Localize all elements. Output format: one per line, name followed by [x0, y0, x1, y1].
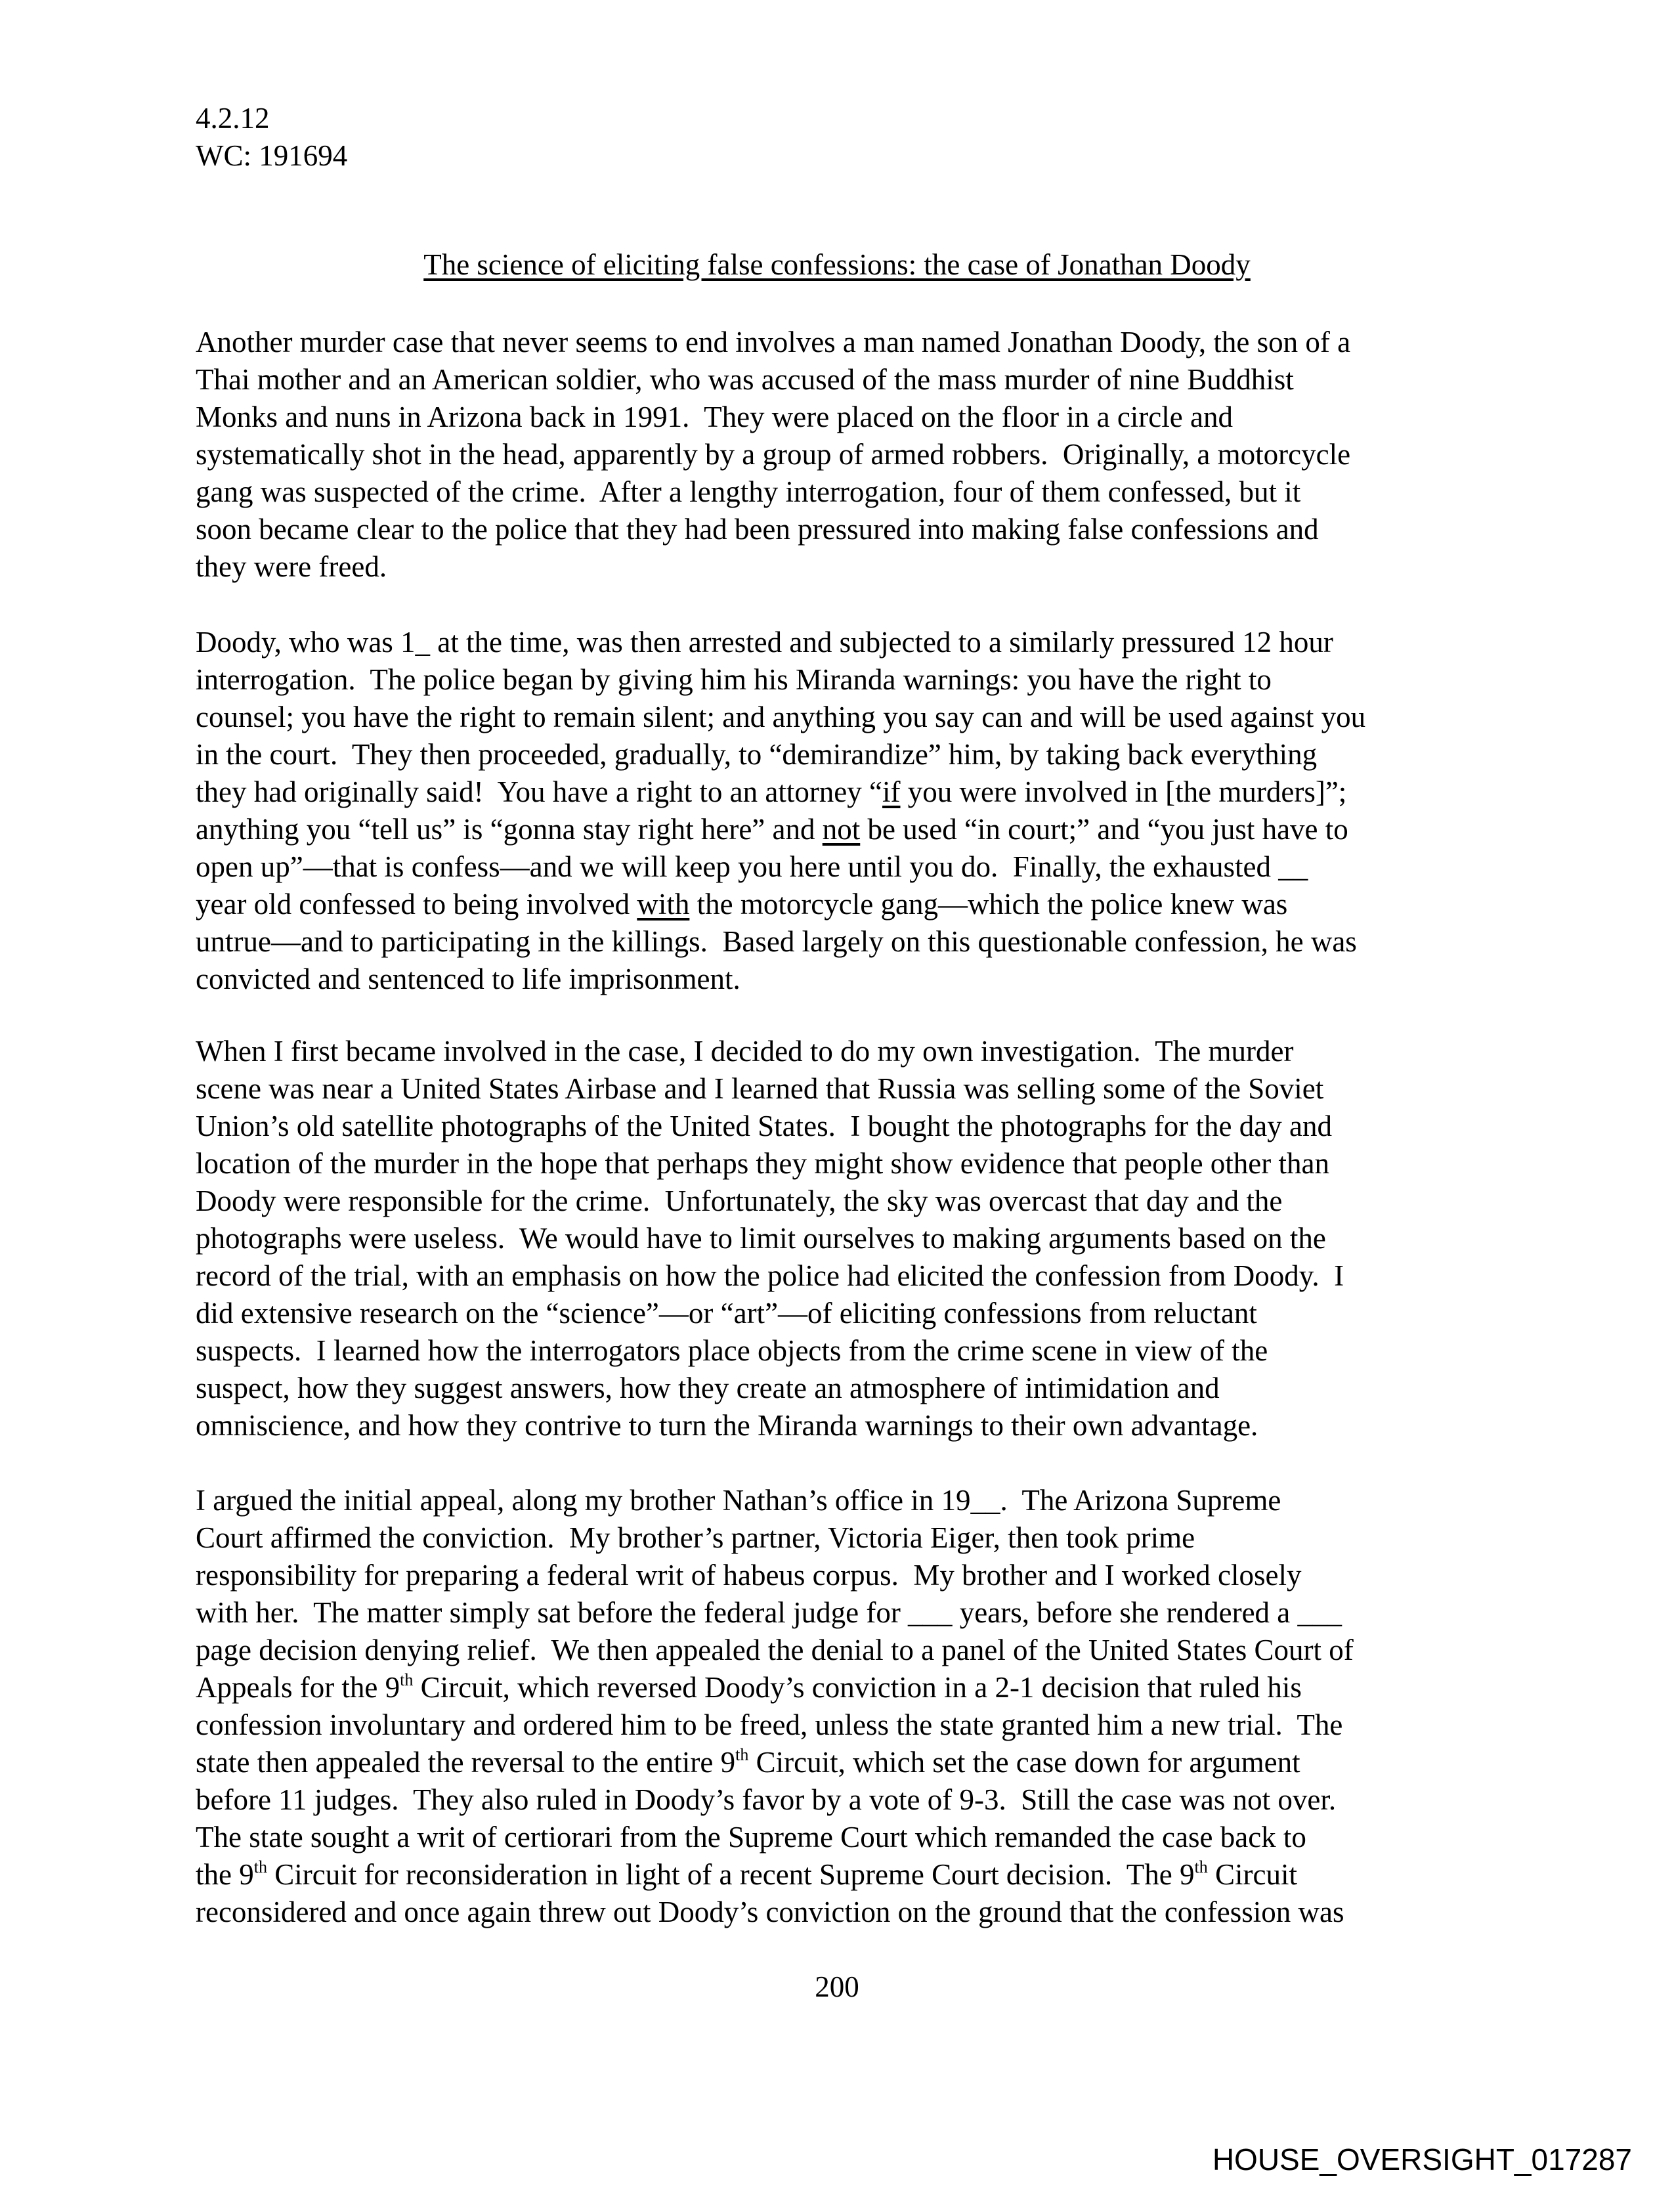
text-line	[196, 1632, 1509, 1669]
text-line	[196, 886, 1509, 923]
text-segment: the 9	[196, 1858, 254, 1891]
text-segment: location of the murder in the hope that perhaps they might show evidence that people other than	[196, 1147, 1329, 1180]
text-segment: suspects. I learned how the interrogators place objects from the crime scene in view of the	[196, 1334, 1268, 1367]
text-line	[196, 1781, 1509, 1819]
text-segment: soon became clear to the police that they had been pressured into making false confessions and	[196, 513, 1319, 546]
paragraph-1	[196, 324, 1509, 586]
document-title: The science of eliciting false confessions: the case of Jonathan Doody	[423, 248, 1251, 281]
text-segment: with her. The matter simply sat before the federal judge for ___ years, before she rendered a ___	[196, 1596, 1342, 1629]
underlined-text: with	[637, 888, 690, 921]
text-segment: counsel; you have the right to remain silent; and anything you say can and will be used against you	[196, 701, 1366, 733]
text-line	[196, 699, 1509, 736]
text-segment: reconsidered and once again threw out Doody’s conviction on the ground that the confession was	[196, 1896, 1344, 1928]
underlined-text: if	[882, 775, 901, 808]
text-line	[196, 1070, 1509, 1108]
text-line	[196, 324, 1509, 361]
word-count: WC: 191694	[196, 139, 348, 172]
text-line	[196, 661, 1509, 699]
text-segment: The state sought a writ of certiorari from the Supreme Court which remanded the case back to	[196, 1821, 1306, 1854]
text-line	[196, 1557, 1509, 1594]
text-segment: year old confessed to being involved	[196, 888, 637, 921]
text-line	[196, 1894, 1509, 1931]
text-line	[196, 1819, 1509, 1856]
text-line	[196, 1744, 1509, 1781]
text-segment: I argued the initial appeal, along my brother Nathan’s office in 19__. The Arizona Supreme	[196, 1484, 1281, 1517]
document-date: 4.2.12	[196, 102, 270, 135]
bates-stamp: HOUSE_OVERSIGHT_017287	[1212, 2142, 1632, 2177]
text-line	[196, 548, 1509, 586]
superscript: th	[253, 1857, 267, 1876]
text-segment: Union’s old satellite photographs of the United States. I bought the photographs for the day and	[196, 1110, 1332, 1142]
text-line	[196, 848, 1509, 886]
text-line	[196, 1332, 1509, 1370]
superscript: th	[400, 1670, 414, 1689]
text-line	[196, 961, 1509, 998]
text-line	[196, 773, 1509, 811]
text-segment: before 11 judges. They also ruled in Doody’s favor by a vote of 9-3. Still the case was not over.	[196, 1783, 1337, 1816]
text-line	[196, 361, 1509, 399]
text-line	[196, 1108, 1509, 1145]
superscript: th	[1194, 1857, 1208, 1876]
text-line	[196, 399, 1509, 436]
text-segment: Thai mother and an American soldier, who was accused of the mass murder of nine Buddhist	[196, 363, 1294, 396]
text-segment: convicted and sentenced to life imprisonment.	[196, 963, 740, 995]
text-line	[196, 624, 1509, 661]
text-segment: you were involved in [the murders]”;	[900, 775, 1347, 808]
text-line	[196, 1295, 1509, 1332]
text-segment: be used “in court;” and “you just have to	[860, 813, 1348, 846]
text-line	[196, 1257, 1509, 1295]
text-segment: confession involuntary and ordered him to be freed, unless the state granted him a new trial. The	[196, 1708, 1343, 1741]
text-line	[196, 811, 1509, 848]
document-title-container	[0, 246, 1674, 284]
text-segment: anything you “tell us” is “gonna stay right here” and	[196, 813, 823, 846]
text-line	[196, 1145, 1509, 1182]
text-line	[196, 923, 1509, 961]
text-line	[196, 436, 1509, 473]
text-segment: Appeals for the 9	[196, 1671, 400, 1704]
text-line	[196, 1519, 1509, 1557]
text-segment: untrue—and to participating in the killings. Based largely on this questionable confession, he was	[196, 925, 1357, 958]
text-line	[196, 1594, 1509, 1632]
text-segment: scene was near a United States Airbase and I learned that Russia was selling some of the Soviet	[196, 1072, 1324, 1105]
text-line	[196, 1033, 1509, 1070]
text-segment: open up”—that is confess—and we will keep you here until you do. Finally, the exhausted __	[196, 850, 1308, 883]
text-segment: the motorcycle gang—which the police knew was	[689, 888, 1288, 921]
text-segment: Circuit	[1207, 1858, 1297, 1891]
text-segment: omniscience, and how they contrive to turn the Miranda warnings to their own advantage.	[196, 1409, 1258, 1442]
text-line	[196, 1220, 1509, 1257]
text-line	[196, 1182, 1509, 1220]
text-line	[196, 1482, 1509, 1519]
underlined-text: not	[822, 813, 861, 846]
text-segment: record of the trial, with an emphasis on how the police had elicited the confession from Doody. I	[196, 1259, 1344, 1292]
paragraph-4	[196, 1482, 1509, 1931]
text-segment: they were freed.	[196, 550, 387, 583]
text-segment: responsibility for preparing a federal writ of habeus corpus. My brother and I worked closely	[196, 1559, 1302, 1592]
text-line	[196, 1706, 1509, 1744]
text-segment: Circuit for reconsideration in light of a recent Supreme Court decision. The 9	[267, 1858, 1195, 1891]
text-line	[196, 1370, 1509, 1407]
text-segment: suspect, how they suggest answers, how they create an atmosphere of intimidation and	[196, 1372, 1220, 1404]
text-segment: photographs were useless. We would have to limit ourselves to making arguments based on the	[196, 1222, 1326, 1255]
text-segment: When I first became involved in the case, I decided to do my own investigation. The murder	[196, 1035, 1294, 1068]
text-line	[196, 1669, 1509, 1706]
text-segment: state then appealed the reversal to the entire 9	[196, 1746, 736, 1779]
text-segment: did extensive research on the “science”—or “art”—of eliciting confessions from reluctant	[196, 1297, 1257, 1330]
text-line	[196, 736, 1509, 773]
text-segment: Monks and nuns in Arizona back in 1991. They were placed on the floor in a circle and	[196, 401, 1233, 433]
text-segment: interrogation. The police began by giving him his Miranda warnings: you have the right to	[196, 663, 1272, 696]
text-segment: they had originally said! You have a right to an attorney “	[196, 775, 883, 808]
superscript: th	[735, 1745, 749, 1764]
text-segment: Circuit, which reversed Doody’s conviction in a 2-1 decision that ruled his	[413, 1671, 1302, 1704]
text-segment: Doody, who was 1_ at the time, was then arrested and subjected to a similarly pressured 12 hour	[196, 626, 1333, 659]
text-segment: gang was suspected of the crime. After a lengthy interrogation, four of them confessed, but it	[196, 475, 1301, 508]
text-line	[196, 1407, 1509, 1444]
text-segment: systematically shot in the head, apparently by a group of armed robbers. Originally, a motorcycle	[196, 438, 1351, 471]
text-line	[196, 1856, 1509, 1894]
text-segment: Another murder case that never seems to end involves a man named Jonathan Doody, the son of a	[196, 326, 1351, 358]
text-line	[196, 511, 1509, 548]
text-segment: page decision denying relief. We then appealed the denial to a panel of the United States Court of	[196, 1634, 1354, 1666]
paragraph-2	[196, 624, 1509, 998]
page-number: 200	[815, 1970, 859, 2003]
text-segment: Doody were responsible for the crime. Unfortunately, the sky was overcast that day and the	[196, 1184, 1283, 1217]
text-line	[196, 473, 1509, 511]
text-segment: Circuit, which set the case down for argument	[748, 1746, 1300, 1779]
paragraph-3	[196, 1033, 1509, 1444]
text-segment: Court affirmed the conviction. My brother’s partner, Victoria Eiger, then took prime	[196, 1521, 1195, 1554]
text-segment: in the court. They then proceeded, gradually, to “demirandize” him, by taking back everything	[196, 738, 1318, 771]
